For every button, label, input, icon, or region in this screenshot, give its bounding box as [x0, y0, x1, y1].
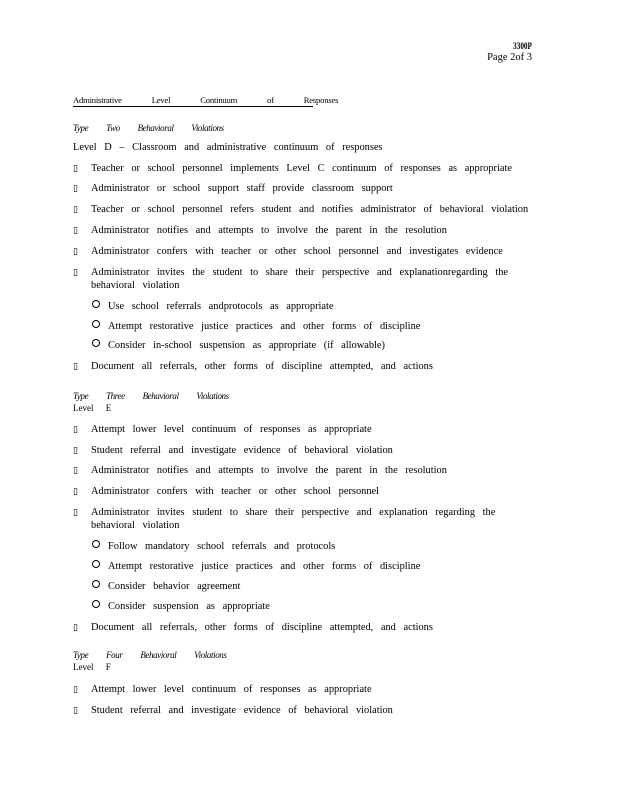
sub-list-item: Consider suspension as appropriate [92, 600, 538, 613]
type-two-heading: Type Two Behavioral Violations [73, 123, 224, 133]
sub-list-item: Consider in-school suspension as appropriate (if allowable) [92, 339, 538, 352]
page-header [487, 41, 532, 63]
circle-bullet-icon [92, 339, 100, 347]
page-number: Page 2of 3 [487, 52, 532, 63]
list-item: ▯ Student referral and investigate evidence of behavioral violation [73, 705, 393, 716]
circle-bullet-icon [92, 320, 100, 328]
sub-list-item: Follow mandatory school referrals and protocols [92, 540, 538, 553]
bullet-icon: ▯ [73, 705, 78, 715]
circle-bullet-icon [92, 540, 100, 548]
bullet-icon: ▯ [73, 163, 78, 173]
list-item: ▯ Teacher or school personnel implements Level C continuum of responses as appropriate [73, 163, 513, 174]
list-item: ▯ Administrator notifies and attempts to involve the parent in the resolution [73, 225, 447, 236]
list-item: ▯ Document all referrals, other forms of discipline attempted, and actions [73, 361, 433, 372]
type-four-heading: Type Four Behavioral Violations Level F [73, 650, 227, 672]
type-three-heading: Type Three Behavioral Violations Level E [73, 391, 229, 413]
list-item: ▯ Student referral and investigate evidence of behavioral violation [73, 445, 393, 456]
sub-list-item: Attempt restorative justice practices and other forms of discipline [92, 320, 538, 333]
bullet-icon: ▯ [73, 267, 78, 277]
list-item: ▯ Administrator confers with teacher or other school personnel [73, 486, 380, 497]
bullet-icon: ▯ [73, 486, 78, 496]
type-two-level-line: Level D – Classroom and administrative continuum of responses [73, 142, 383, 153]
bullet-icon: ▯ [73, 424, 78, 434]
document-title: Administrative Level Continuum of Responses [73, 95, 339, 105]
bullet-icon: ▯ [73, 204, 78, 214]
policy-code: 3300P [513, 41, 532, 51]
list-item: ▯ Attempt lower level continuum of responses as appropriate [73, 684, 372, 695]
circle-bullet-icon [92, 300, 100, 308]
list-item: ▯ Administrator confers with teacher or other school personnel and investigates evidence [73, 246, 503, 257]
list-item: ▯ Attempt lower level continuum of responses as appropriate [73, 424, 372, 435]
level-label: Level F [73, 662, 111, 672]
list-item: ▯ Administrator invites the student to share their perspective and explanationregarding the behavioral violation [73, 267, 509, 291]
circle-bullet-icon [92, 580, 100, 588]
list-item: ▯ Teacher or school personnel refers student and notifies administrator of behavioral violation [73, 204, 529, 215]
list-item: ▯ Administrator invites student to share their perspective and explanation regarding the behavioral violation [73, 507, 496, 531]
bullet-icon: ▯ [73, 183, 78, 193]
bullet-icon: ▯ [73, 465, 78, 475]
list-item: ▯ Document all referrals, other forms of discipline attempted, and actions [73, 622, 433, 633]
bullet-icon: ▯ [73, 507, 78, 517]
bullet-icon: ▯ [73, 622, 78, 632]
sub-list-item: Consider behavior agreement [92, 580, 538, 593]
bullet-icon: ▯ [73, 361, 78, 371]
bullet-icon: ▯ [73, 246, 78, 256]
list-item: ▯ Administrator notifies and attempts to involve the parent in the resolution [73, 465, 447, 476]
circle-bullet-icon [92, 600, 100, 608]
circle-bullet-icon [92, 560, 100, 568]
level-label: Level E [73, 403, 112, 413]
sub-list-item: Use school referrals andprotocols as appropriate [92, 300, 538, 313]
bullet-icon: ▯ [73, 225, 78, 235]
list-item: ▯ Administrator or school support staff provide classroom support [73, 183, 393, 194]
bullet-icon: ▯ [73, 445, 78, 455]
sub-list-item: Attempt restorative justice practices and other forms of discipline [92, 560, 538, 573]
bullet-icon: ▯ [73, 684, 78, 694]
